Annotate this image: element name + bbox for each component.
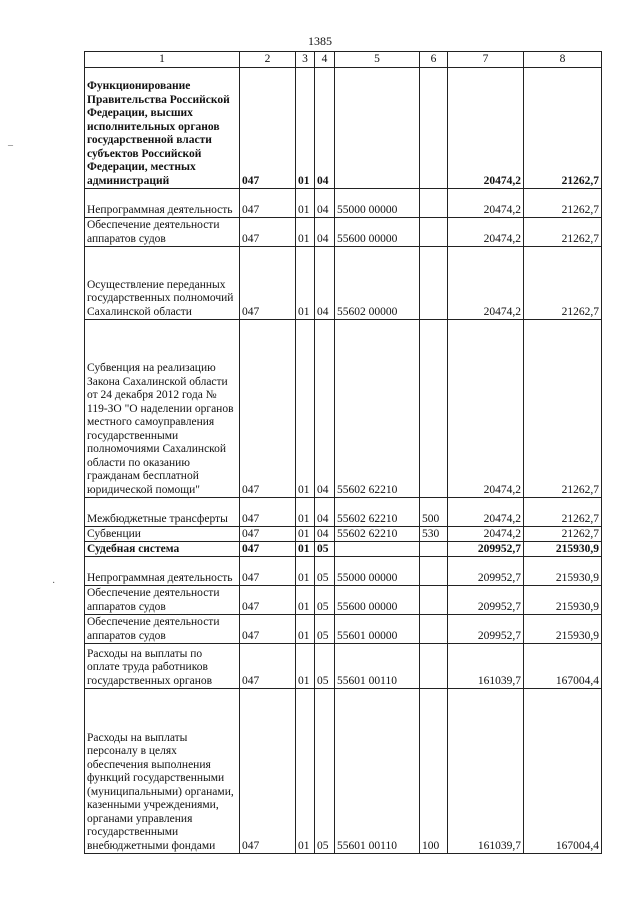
column-number: 8 (524, 52, 602, 68)
row-sum-1: 20474,2 (448, 68, 524, 189)
row-sum-2: 167004,4 (524, 689, 602, 854)
column-number: 6 (420, 52, 448, 68)
table-row (85, 542, 602, 557)
row-sum-1: 209952,7 (448, 615, 524, 644)
row-csr: 55601 00110 (335, 689, 420, 854)
row-sum-1: 20474,2 (448, 247, 524, 320)
row-pr: 05 (315, 615, 335, 644)
column-number: 5 (335, 52, 420, 68)
row-rz: 01 (296, 586, 315, 615)
column-number: 1 (85, 52, 240, 68)
column-number: 2 (240, 52, 296, 68)
row-pr: 04 (315, 189, 335, 218)
row-grbs: 047 (240, 527, 296, 542)
row-grbs: 047 (240, 247, 296, 320)
row-csr: 55601 00000 (335, 615, 420, 644)
row-grbs: 047 (240, 689, 296, 854)
row-name: Осуществление переданных государственных полномочий Сахалинской области (85, 247, 240, 320)
row-pr: 04 (315, 68, 335, 189)
table-row (85, 247, 602, 320)
row-rz: 01 (296, 247, 315, 320)
scan-mark: – (8, 140, 13, 151)
row-sum-1: 209952,7 (448, 557, 524, 586)
row-vr: 500 (420, 498, 448, 527)
row-grbs: 047 (240, 615, 296, 644)
row-vr (420, 586, 448, 615)
row-csr: 55600 00000 (335, 218, 420, 247)
row-csr: 55601 00110 (335, 644, 420, 689)
row-pr: 04 (315, 527, 335, 542)
row-vr (420, 247, 448, 320)
row-sum-1: 20474,2 (448, 498, 524, 527)
row-rz: 01 (296, 218, 315, 247)
row-rz: 01 (296, 615, 315, 644)
row-name: Субвенции (85, 527, 240, 542)
row-vr (420, 557, 448, 586)
table-row (85, 689, 602, 854)
row-sum-2: 215930,9 (524, 557, 602, 586)
row-pr: 04 (315, 218, 335, 247)
row-vr (420, 644, 448, 689)
row-csr: 55602 62210 (335, 498, 420, 527)
column-number: 7 (448, 52, 524, 68)
row-grbs: 047 (240, 557, 296, 586)
row-name: Непрограммная деятельность (85, 557, 240, 586)
row-sum-1: 161039,7 (448, 644, 524, 689)
row-name: Судебная система (85, 542, 240, 557)
row-grbs: 047 (240, 498, 296, 527)
table-row (85, 498, 602, 527)
row-name: Обеспечение деятельности аппаратов судов (85, 615, 240, 644)
row-csr: 55602 00000 (335, 247, 420, 320)
row-pr: 05 (315, 644, 335, 689)
row-grbs: 047 (240, 189, 296, 218)
column-number: 3 (296, 52, 315, 68)
row-pr: 05 (315, 557, 335, 586)
row-vr (420, 68, 448, 189)
row-rz: 01 (296, 644, 315, 689)
row-sum-2: 215930,9 (524, 542, 602, 557)
row-vr (420, 189, 448, 218)
row-grbs: 047 (240, 68, 296, 189)
row-pr: 05 (315, 689, 335, 854)
row-name: Расходы на выплаты персоналу в целях обеспечения выполнения функций государственными (муниципальными) органами, казенными учреждениями, органами управления государственными внебюджетными фондами (85, 689, 240, 854)
row-sum-2: 21262,7 (524, 320, 602, 498)
row-sum-2: 215930,9 (524, 615, 602, 644)
scan-dot: · (52, 578, 56, 589)
table-row (85, 615, 602, 644)
row-pr: 04 (315, 320, 335, 498)
row-rz: 01 (296, 557, 315, 586)
row-pr: 05 (315, 542, 335, 557)
table-row (85, 644, 602, 689)
column-number: 4 (315, 52, 335, 68)
row-vr: 530 (420, 527, 448, 542)
row-grbs: 047 (240, 218, 296, 247)
row-sum-1: 20474,2 (448, 527, 524, 542)
row-name: Функционирование Правительства Российской Федерации, высших исполнительных органов государственной власти субъектов Российской Федерации, местных администраций (85, 68, 240, 189)
row-rz: 01 (296, 189, 315, 218)
row-sum-2: 21262,7 (524, 68, 602, 189)
row-csr: 55000 00000 (335, 557, 420, 586)
row-name: Субвенция на реализацию Закона Сахалинской области от 24 декабря 2012 года № 119-ЗО "О наделении органов местного самоуправления государственными полномочиями Сахалинской области по оказанию гражданам бесплатной юридической помощи" (85, 320, 240, 498)
row-pr: 04 (315, 247, 335, 320)
row-name: Обеспечение деятельности аппаратов судов (85, 218, 240, 247)
row-pr: 04 (315, 498, 335, 527)
row-vr (420, 320, 448, 498)
row-sum-2: 21262,7 (524, 247, 602, 320)
table-row (85, 320, 602, 498)
row-sum-1: 20474,2 (448, 189, 524, 218)
row-grbs: 047 (240, 644, 296, 689)
row-csr: 55600 00000 (335, 586, 420, 615)
row-sum-1: 209952,7 (448, 542, 524, 557)
row-rz: 01 (296, 542, 315, 557)
row-name: Межбюджетные трансферты (85, 498, 240, 527)
row-sum-1: 209952,7 (448, 586, 524, 615)
row-sum-2: 21262,7 (524, 527, 602, 542)
page-number: 1385 (308, 34, 332, 48)
row-vr (420, 218, 448, 247)
row-name: Непрограммная деятельность (85, 189, 240, 218)
row-sum-2: 21262,7 (524, 218, 602, 247)
row-sum-2: 167004,4 (524, 644, 602, 689)
row-sum-2: 21262,7 (524, 189, 602, 218)
budget-table (84, 51, 602, 854)
row-vr (420, 615, 448, 644)
row-csr: 55602 62210 (335, 320, 420, 498)
row-grbs: 047 (240, 542, 296, 557)
column-number-row (85, 52, 602, 68)
row-vr (420, 542, 448, 557)
table-row (85, 68, 602, 189)
row-rz: 01 (296, 498, 315, 527)
row-sum-2: 215930,9 (524, 586, 602, 615)
row-grbs: 047 (240, 586, 296, 615)
table-row (85, 557, 602, 586)
row-rz: 01 (296, 527, 315, 542)
row-sum-1: 161039,7 (448, 689, 524, 854)
table-row (85, 218, 602, 247)
table-row (85, 527, 602, 542)
row-csr: 55602 62210 (335, 527, 420, 542)
row-name: Обеспечение деятельности аппаратов судов (85, 586, 240, 615)
row-sum-1: 20474,2 (448, 320, 524, 498)
row-rz: 01 (296, 320, 315, 498)
row-rz: 01 (296, 68, 315, 189)
row-csr: 55000 00000 (335, 189, 420, 218)
row-rz: 01 (296, 689, 315, 854)
table-row (85, 189, 602, 218)
row-grbs: 047 (240, 320, 296, 498)
table-row (85, 586, 602, 615)
row-sum-2: 21262,7 (524, 498, 602, 527)
row-name: Расходы на выплаты по оплате труда работников государственных органов (85, 644, 240, 689)
row-pr: 05 (315, 586, 335, 615)
row-csr (335, 68, 420, 189)
row-vr: 100 (420, 689, 448, 854)
row-sum-1: 20474,2 (448, 218, 524, 247)
row-csr (335, 542, 420, 557)
